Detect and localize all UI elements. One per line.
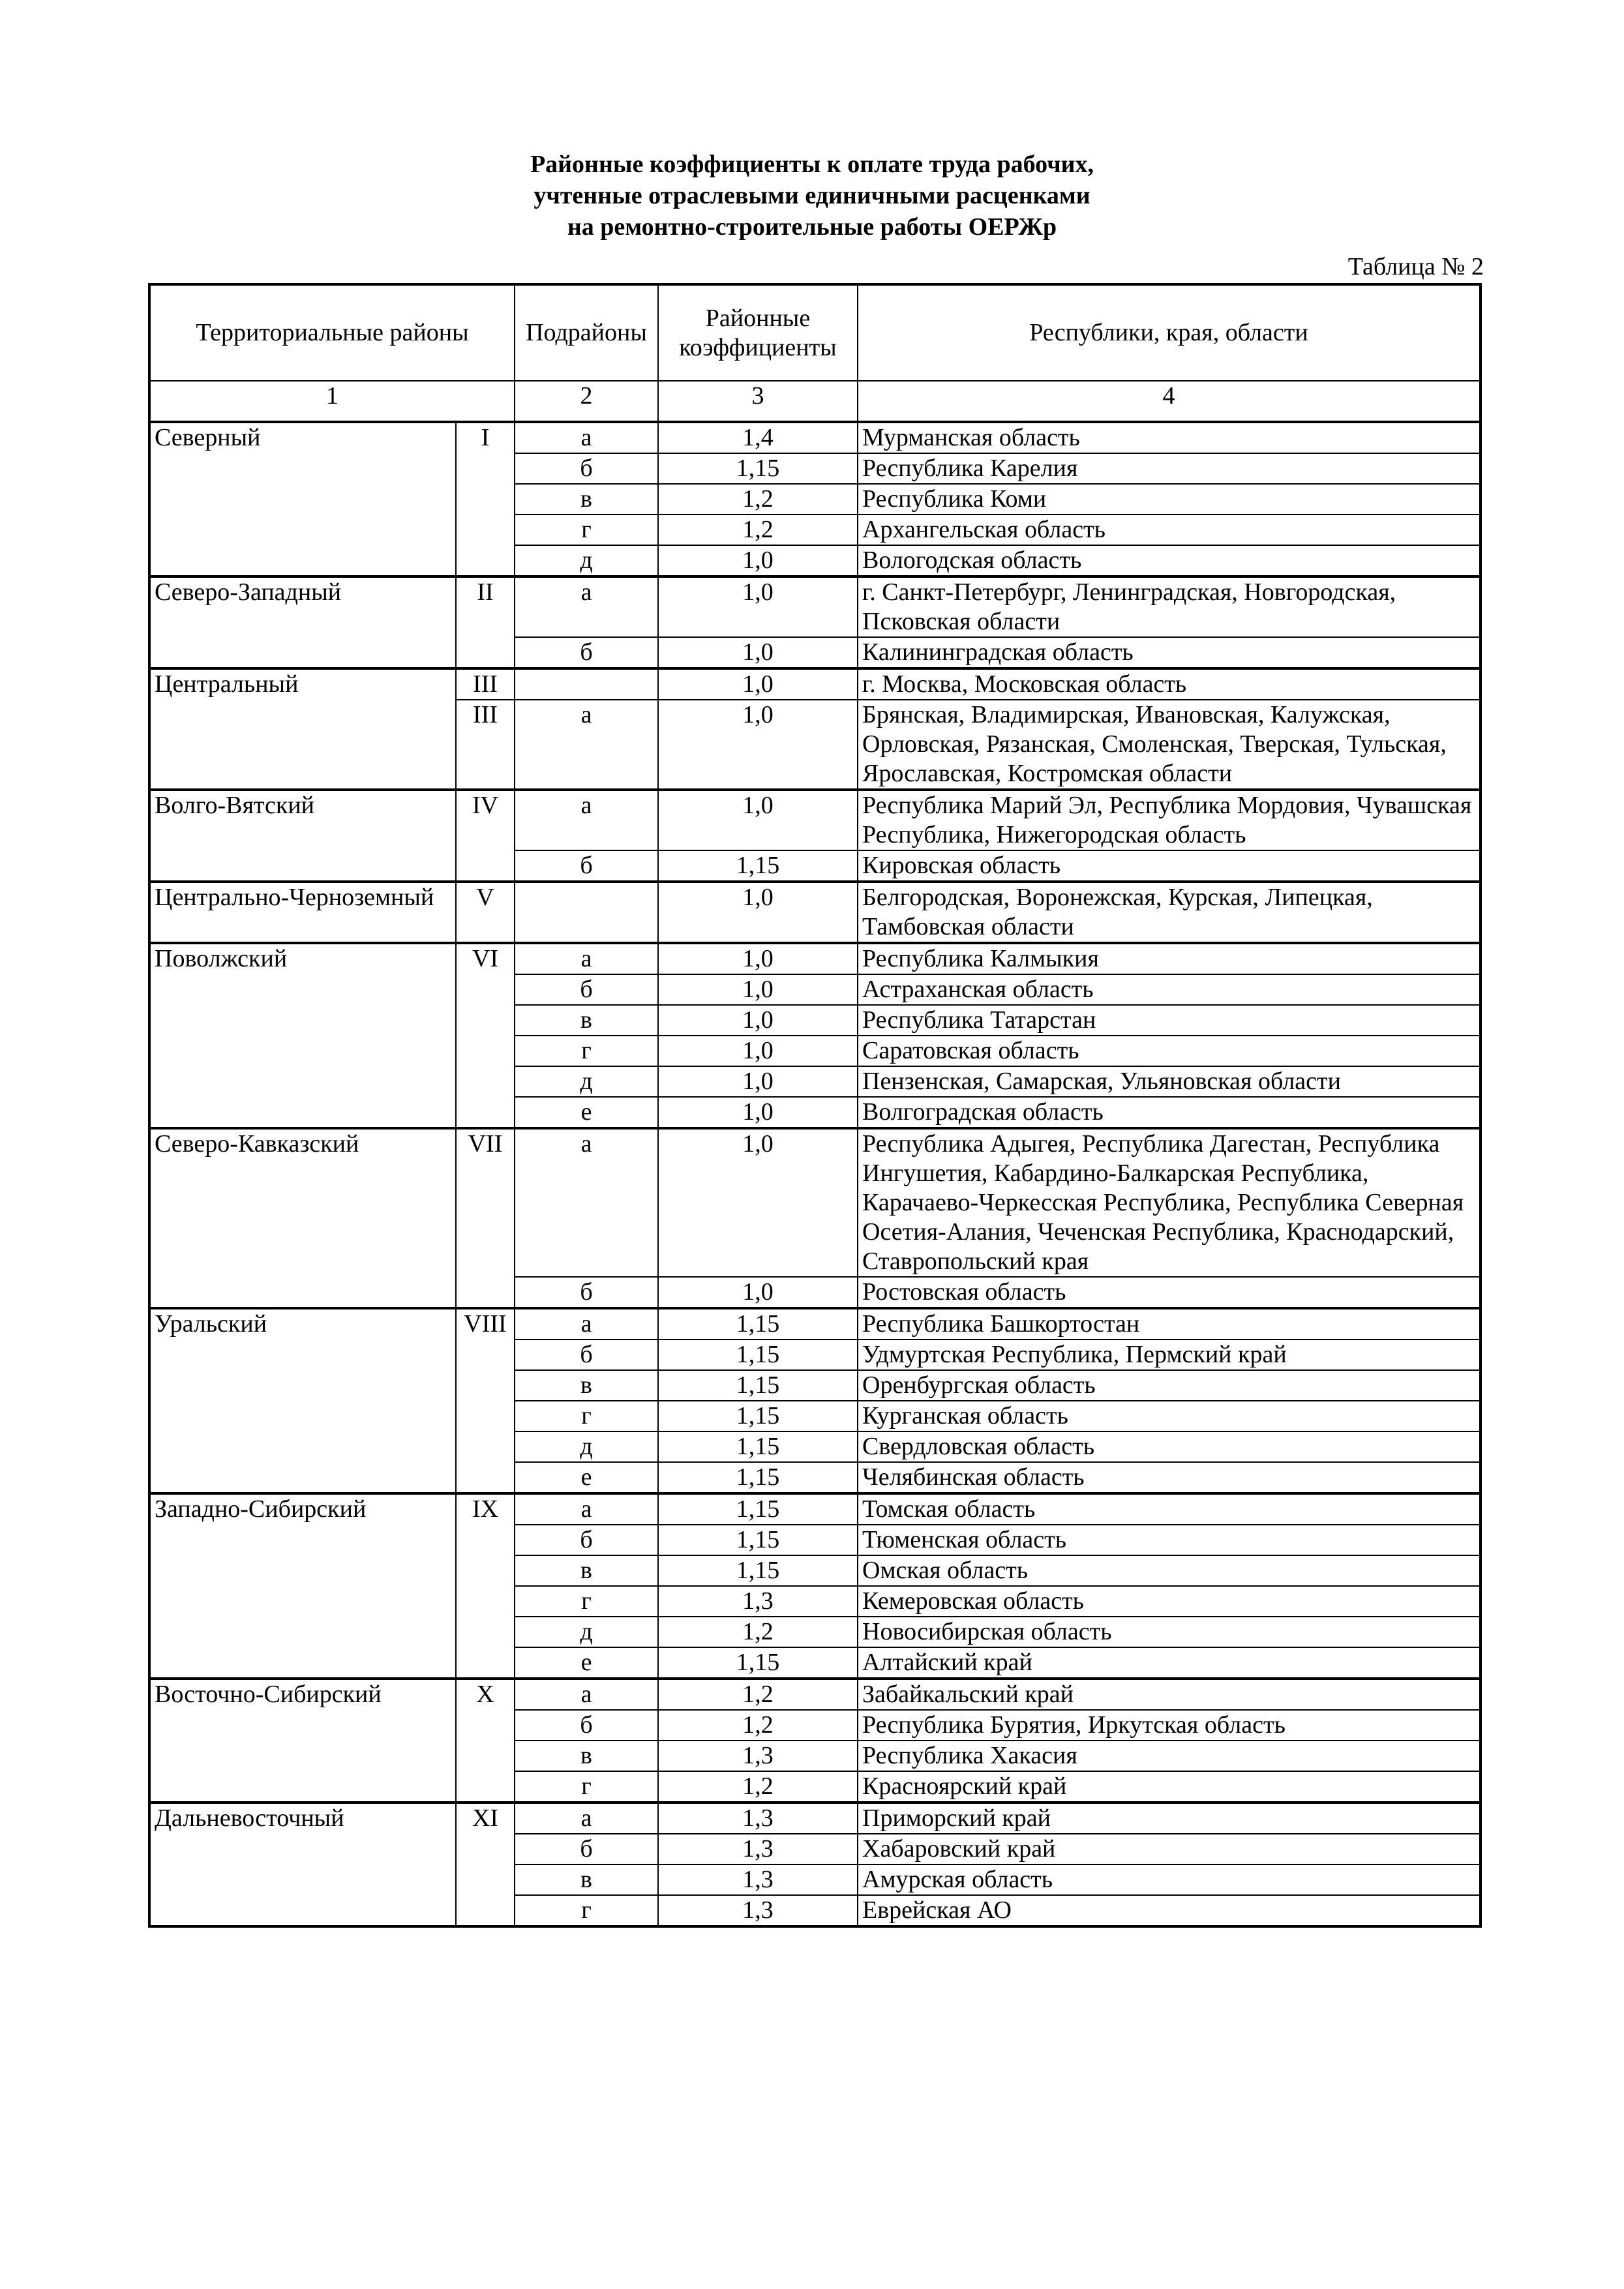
column-number: 1: [149, 381, 515, 422]
coefficient-cell: 1,3: [658, 1895, 858, 1926]
territory-cell: Республика Татарстан: [858, 1005, 1481, 1036]
territory-cell: Тюменская область: [858, 1525, 1481, 1555]
territory-cell: Забайкальский край: [858, 1679, 1481, 1710]
region-name: Поволжский: [149, 943, 456, 1128]
coefficient-cell: 1,0: [658, 974, 858, 1005]
territory-cell: Астраханская область: [858, 974, 1481, 1005]
territory-cell: Свердловская область: [858, 1431, 1481, 1462]
subregion-cell: б: [515, 1277, 658, 1308]
coefficient-cell: 1,15: [658, 1555, 858, 1586]
territory-cell: Республика Калмыкия: [858, 943, 1481, 974]
territory-cell: Еврейская АО: [858, 1895, 1481, 1926]
territory-cell: Республика Коми: [858, 484, 1481, 515]
coefficient-cell: 1,2: [658, 1617, 858, 1647]
region-roman-number: VIII: [456, 1308, 515, 1493]
subregion-cell: а: [515, 1308, 658, 1339]
coefficient-cell: 1,3: [658, 1803, 858, 1834]
coefficient-cell: 1,0: [658, 1066, 858, 1097]
region-name: Центрально-Черноземный: [149, 882, 456, 943]
coefficients-table: [148, 283, 1482, 1928]
subregion-cell: г: [515, 1586, 658, 1617]
title-line: Районные коэффициенты к оплате труда рабочих,: [530, 151, 1094, 178]
territory-cell: Мурманская область: [858, 422, 1481, 453]
subregion-cell: г: [515, 1895, 658, 1926]
header-subregion: Подрайоны: [515, 284, 658, 381]
region-roman-number: V: [456, 882, 515, 943]
region-name: Волго-Вятский: [149, 790, 456, 882]
table-number: Таблица № 2: [1347, 253, 1484, 280]
subregion-cell: а: [515, 943, 658, 974]
coefficient-cell: 1,15: [658, 1525, 858, 1555]
title-line: на ремонтно-строительные работы ОЕРЖр: [567, 213, 1057, 241]
territory-cell: Амурская область: [858, 1864, 1481, 1895]
subregion-cell: [515, 668, 658, 700]
coefficient-cell: 1,15: [658, 1647, 858, 1679]
subregion-cell: б: [515, 974, 658, 1005]
coefficient-cell: 1,3: [658, 1741, 858, 1771]
subregion-cell: д: [515, 1617, 658, 1647]
region-name: Центральный: [149, 668, 456, 790]
region-name: Северный: [149, 422, 456, 576]
table-row: [149, 668, 1481, 700]
territory-cell: Омская область: [858, 1555, 1481, 1586]
subregion-cell: а: [515, 790, 658, 850]
coefficient-cell: 1,0: [658, 637, 858, 668]
region-name: Уральский: [149, 1308, 456, 1493]
territory-cell: Волгоградская область: [858, 1097, 1481, 1128]
territory-cell: Ростовская область: [858, 1277, 1481, 1308]
header-region: Территориальные районы: [149, 284, 515, 381]
coefficient-cell: 1,15: [658, 1462, 858, 1493]
coefficient-cell: 1,3: [658, 1864, 858, 1895]
table-header-row: [149, 284, 1481, 381]
subregion-cell: г: [515, 1036, 658, 1066]
coefficient-cell: 1,15: [658, 1401, 858, 1431]
title-line: учтенные отраслевыми единичными расценками: [534, 182, 1090, 209]
subregion-cell: в: [515, 1741, 658, 1771]
territory-cell: Томская область: [858, 1493, 1481, 1525]
region-name: Северо-Западный: [149, 576, 456, 668]
table-row: [149, 422, 1481, 453]
region-roman-number: X: [456, 1679, 515, 1803]
subregion-cell: б: [515, 637, 658, 668]
territory-cell: Республика Карелия: [858, 453, 1481, 484]
coefficient-cell: 1,0: [658, 1036, 858, 1066]
region-roman-number: II: [456, 576, 515, 668]
subregion-cell: а: [515, 1679, 658, 1710]
territory-cell: Республика Адыгея, Республика Дагестан, Республика Ингушетия, Кабардино-Балкарская Республика, Карачаево-Черкесская Республика, Республика Северная Осетия-Алания, Чеченская Республика, Краснодарский, Ставропольский края: [858, 1128, 1481, 1277]
table-row: [149, 1128, 1481, 1277]
coefficient-cell: 1,2: [658, 1771, 858, 1803]
territory-cell: Курганская область: [858, 1401, 1481, 1431]
territory-cell: Челябинская область: [858, 1462, 1481, 1493]
table-row: [149, 1308, 1481, 1339]
document-title: [0, 149, 1624, 243]
coefficient-cell: 1,15: [658, 1493, 858, 1525]
subregion-cell: д: [515, 1431, 658, 1462]
table-row: [149, 1803, 1481, 1834]
header-territory: Республики, края, области: [858, 284, 1481, 381]
coefficient-cell: 1,15: [658, 1308, 858, 1339]
coefficient-cell: 1,0: [658, 943, 858, 974]
territory-cell: Брянская, Владимирская, Ивановская, Калужская, Орловская, Рязанская, Смоленская, Тверская, Тульская, Ярославская, Костромская области: [858, 700, 1481, 790]
subregion-cell: в: [515, 1864, 658, 1895]
coefficient-cell: 1,15: [658, 1339, 858, 1370]
coefficient-cell: 1,15: [658, 1431, 858, 1462]
coefficient-cell: 1,2: [658, 484, 858, 515]
territory-cell: Удмуртская Республика, Пермский край: [858, 1339, 1481, 1370]
coefficient-cell: 1,0: [658, 1005, 858, 1036]
region-roman-number: III: [456, 668, 515, 700]
region-roman-number: I: [456, 422, 515, 576]
coefficient-cell: 1,0: [658, 668, 858, 700]
territory-cell: Белгородская, Воронежская, Курская, Липецкая, Тамбовская области: [858, 882, 1481, 943]
coefficient-cell: 1,0: [658, 882, 858, 943]
region-name: Восточно-Сибирский: [149, 1679, 456, 1803]
territory-cell: Кемеровская область: [858, 1586, 1481, 1617]
coefficient-cell: 1,0: [658, 1277, 858, 1308]
territory-cell: Калининградская область: [858, 637, 1481, 668]
territory-cell: Республика Башкортостан: [858, 1308, 1481, 1339]
subregion-cell: б: [515, 850, 658, 882]
column-number-row: [149, 381, 1481, 422]
coefficient-cell: 1,4: [658, 422, 858, 453]
column-number: 3: [658, 381, 858, 422]
coefficient-cell: 1,2: [658, 515, 858, 545]
subregion-cell: д: [515, 1066, 658, 1097]
table-row: [149, 576, 1481, 637]
subregion-cell: а: [515, 1803, 658, 1834]
coefficient-cell: 1,15: [658, 850, 858, 882]
subregion-cell: б: [515, 1525, 658, 1555]
subregion-cell: в: [515, 1555, 658, 1586]
region-roman-number: IX: [456, 1493, 515, 1679]
region-roman-number: VII: [456, 1128, 515, 1308]
territory-cell: Приморский край: [858, 1803, 1481, 1834]
territory-cell: Кировская область: [858, 850, 1481, 882]
territory-cell: Республика Марий Эл, Республика Мордовия, Чувашская Республика, Нижегородская область: [858, 790, 1481, 850]
territory-cell: Оренбургская область: [858, 1370, 1481, 1401]
subregion-cell: е: [515, 1097, 658, 1128]
subregion-cell: д: [515, 545, 658, 576]
territory-cell: Хабаровский край: [858, 1834, 1481, 1864]
coefficient-cell: 1,2: [658, 1679, 858, 1710]
territory-cell: Саратовская область: [858, 1036, 1481, 1066]
coefficient-cell: 1,3: [658, 1586, 858, 1617]
subregion-cell: б: [515, 1339, 658, 1370]
region-name: Дальневосточный: [149, 1803, 456, 1926]
subregion-cell: а: [515, 1128, 658, 1277]
subregion-cell: г: [515, 515, 658, 545]
coefficient-cell: 1,0: [658, 1097, 858, 1128]
subregion-cell: е: [515, 1462, 658, 1493]
subregion-cell: б: [515, 1710, 658, 1741]
subregion-cell: г: [515, 1401, 658, 1431]
region-roman-number: VI: [456, 943, 515, 1128]
column-number: 4: [858, 381, 1481, 422]
subregion-cell: в: [515, 484, 658, 515]
table-row: [149, 1493, 1481, 1525]
coefficient-cell: 1,0: [658, 700, 858, 790]
territory-cell: Новосибирская область: [858, 1617, 1481, 1647]
region-roman-number: III: [456, 700, 515, 790]
coefficient-cell: 1,0: [658, 790, 858, 850]
subregion-cell: б: [515, 1834, 658, 1864]
coefficient-cell: 1,0: [658, 576, 858, 637]
table-row: [149, 943, 1481, 974]
subregion-cell: а: [515, 576, 658, 637]
region-roman-number: XI: [456, 1803, 515, 1926]
table-row: [149, 882, 1481, 943]
subregion-cell: а: [515, 700, 658, 790]
territory-cell: Республика Бурятия, Иркутская область: [858, 1710, 1481, 1741]
region-roman-number: IV: [456, 790, 515, 882]
header-coef: Районные коэффициенты: [658, 284, 858, 381]
subregion-cell: б: [515, 453, 658, 484]
coefficient-cell: 1,2: [658, 1710, 858, 1741]
subregion-cell: е: [515, 1647, 658, 1679]
region-name: Западно-Сибирский: [149, 1493, 456, 1679]
territory-cell: г. Москва, Московская область: [858, 668, 1481, 700]
coefficient-cell: 1,0: [658, 545, 858, 576]
subregion-cell: а: [515, 422, 658, 453]
subregion-cell: [515, 882, 658, 943]
subregion-cell: г: [515, 1771, 658, 1803]
region-name: Северо-Кавказский: [149, 1128, 456, 1308]
coefficient-cell: 1,3: [658, 1834, 858, 1864]
territory-cell: Красноярский край: [858, 1771, 1481, 1803]
coefficient-cell: 1,15: [658, 453, 858, 484]
subregion-cell: в: [515, 1370, 658, 1401]
territory-cell: Алтайский край: [858, 1647, 1481, 1679]
territory-cell: Вологодская область: [858, 545, 1481, 576]
territory-cell: г. Санкт-Петербург, Ленинградская, Новгородская, Псковская области: [858, 576, 1481, 637]
subregion-cell: в: [515, 1005, 658, 1036]
column-number: 2: [515, 381, 658, 422]
territory-cell: Пензенская, Самарская, Ульяновская области: [858, 1066, 1481, 1097]
territory-cell: Республика Хакасия: [858, 1741, 1481, 1771]
table-row: [149, 1679, 1481, 1710]
territory-cell: Архангельская область: [858, 515, 1481, 545]
coefficient-cell: 1,15: [658, 1370, 858, 1401]
coefficient-cell: 1,0: [658, 1128, 858, 1277]
subregion-cell: а: [515, 1493, 658, 1525]
table-row: [149, 790, 1481, 850]
